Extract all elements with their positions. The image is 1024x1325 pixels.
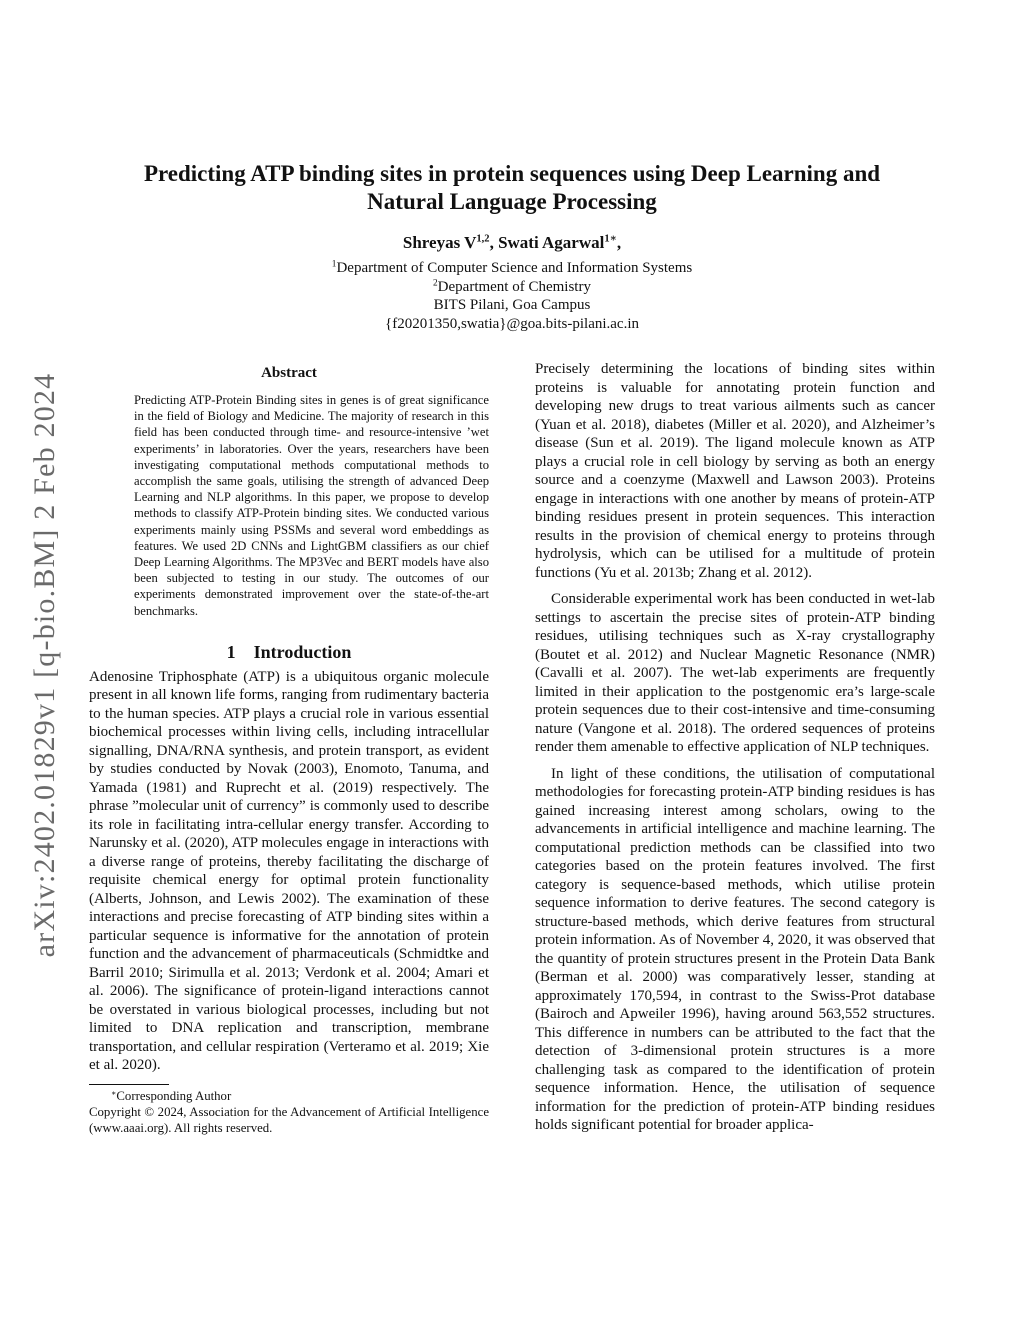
left-column (89, 364, 489, 1136)
affiliation-mark: 2 (433, 277, 438, 288)
section-number: 1 (226, 641, 236, 662)
paper-title-line-2: Natural Language Processing (367, 189, 657, 214)
author-affiliation-mark: 1,2 (476, 233, 490, 245)
corresponding-author-footnote (89, 1088, 489, 1104)
paper-title-line-1: Predicting ATP binding sites in protein sequences using Deep Learning and (143, 161, 881, 186)
affiliation-campus: BITS Pilani, Goa Campus (433, 297, 591, 313)
affiliation-line (100, 278, 924, 297)
affiliation-text: Department of Computer Science and Information Systems (336, 260, 693, 276)
copyright-notice: Copyright © 2024, Association for the Advancement of Artificial Intelligence (www.aaai.org). All rights reserved. (89, 1104, 489, 1135)
section-title: Introduction (253, 641, 352, 662)
author-list (100, 232, 924, 254)
author-name: Swati Agarwal (498, 233, 605, 252)
introduction-paragraph-1: Adenosine Triphosphate (ATP) is a ubiquitous organic molecule present in all known life forms, ranging from rudimentary bacteria to the human species. ATP plays a crucial role in various essential biochemical processes within living cells, including intracellular signalling, DNA/RNA synthesis, and protein transport, as evident by studies conducted by Novak (2003), Enomoto, Tanuma, and Yamada (1981) and Ruprecht et al. (2019) respectively. The phrase ”molecular unit of currency” is commonly used to describe its role in facilitating intra-cellular energy transfer. According to Narunsky et al. (2020), ATP molecules engage in interactions with a diverse range of proteins, thereby facilitating the discharge of requisite chemical energy for optimal protein functionality (Alberts, Johnson, and Lewis 2002). The examination of these interactions and precise forecasting of ATP binding sites within a particular sequence is informative for the annotation of protein function and the advancement of pharmaceuticals (Schmidtke and Barril 2010; Sirimulla et al. 2013; Verdonk et al. 2004; Amari et al. 2006). The significance of protein-ligand interactions cannot be overstated in various biological processes, including but not limited to DNA replication and transcription, membrane transportation, and cellular respiration (Verteramo et al. 2019; Xie et al. 2020). (89, 668, 489, 1074)
author-separator: , (489, 233, 499, 252)
right-column (535, 360, 935, 1135)
footnote-divider (89, 1084, 169, 1085)
introduction-paragraph-3: Considerable experimental work has been conducted in wet-lab settings to ascertain the precise sites of protein-ATP binding residues, utilising techniques such as X-ray crystallography (Boutet et al. 2012) and Nuclear Magnetic Resonance (NMR) (Cavalli et al. 2007). The wet-lab experiments are frequently limited in their application to the postgenomic era’s large-scale protein sequences due to their cost-intensive and time-consuming nature (Vangone et al. 2018). The ordered sequences of proteins render them amenable to effective application of NLP techniques. (535, 591, 935, 755)
section-heading-introduction (89, 641, 489, 663)
affiliation-line (100, 259, 924, 278)
author-name: Shreyas V (402, 233, 477, 252)
affiliation-mark: 1 (331, 259, 337, 270)
affiliations (100, 259, 924, 333)
author-emails: {f20201350,swatia}@goa.bits-pilani.ac.in (385, 315, 639, 332)
footnote-text: Corresponding Author (116, 1088, 232, 1103)
introduction-paragraph-2: Precisely determining the locations of binding sites within proteins is valuable for annotating protein function and developing new drugs to treat various ailments such as cancer (Yuan et al. 2018), diabetes (Miller et al. 2020), and Alzheimer’s disease (Sun et al. 2019). The ligand molecule known as ATP plays a crucial role in cell biology by serving as both an energy source and a coenzyme (Maxwell and Lawson 2003). Proteins engage in interactions with one another by means of protein-ATP binding residues present in protein sequences. This interaction results in the provision of chemical energy to proteins through hydrolysis, which can be utilised for a multitude of protein functions (Yu et al. 2013b; Zhang et al. 2012). (535, 361, 935, 581)
introduction-paragraph-4: In light of these conditions, the utilisation of computational methodologies for forecasting protein-ATP binding residues is has gained increasing interest among scholars, owing to the advancements in artificial intelligence and machine learning. The computational prediction methods can be classified into two categories based on the protein features involved. The first category is sequence-based methods, which utilise protein sequence information to derive features. The second category is structure-based methods, which derive features from structural protein information. As of November 4, 2020, it was observed that the quantity of protein structures present in the Protein Data Bank (Berman et al. 2000) was comparatively lesser, standing at approximately 170,594, in contrast to the Swiss-Prot database (Bairoch and Apweiler 1996), having around 563,552 structures. This difference in numbers can be attributed to the fact that the detection of 3-dimensional protein structures is a more challenging task as compared to the identification of protein sequence information. Hence, the utilisation of sequence information for the prediction of protein-ATP binding residues holds significant potential for broader applica- (535, 765, 935, 1133)
abstract-text: Predicting ATP-Protein Binding sites in genes is of great significance in the field of Biology and Medicine. The majority of research in this field has been conducted through time- and resource-intensive ’wet experiments’ in laboratories. Over the years, researchers have been investigating computational methods computational methods to accomplish the same goals, utilising the strength of advanced Deep Learning and NLP algorithms. In this paper, we propose to develop methods to classify ATP-Protein binding sites. We conducted various experiments mainly using PSSMs and several word embeddings as features. We used 2D CNNs and LightGBM classifiers as our chief Deep Learning Algorithms. The MP3Vec and BERT models have also been subjected to testing in our study. The outcomes of our experiments demonstrated improvement over the state-of-the-art benchmarks. (134, 393, 489, 618)
author-affiliation-mark: 1∗ (604, 233, 617, 245)
abstract-heading: Abstract (261, 365, 317, 381)
paper-title (100, 160, 924, 216)
affiliation-text: Department of Chemistry (437, 278, 591, 295)
arxiv-identifier-stamp: arXiv:2402.01829v1 [q-bio.BM] 2 Feb 2024 (28, 372, 61, 958)
author-separator: , (616, 233, 622, 252)
footnote-mark: ∗ (111, 1088, 117, 1098)
